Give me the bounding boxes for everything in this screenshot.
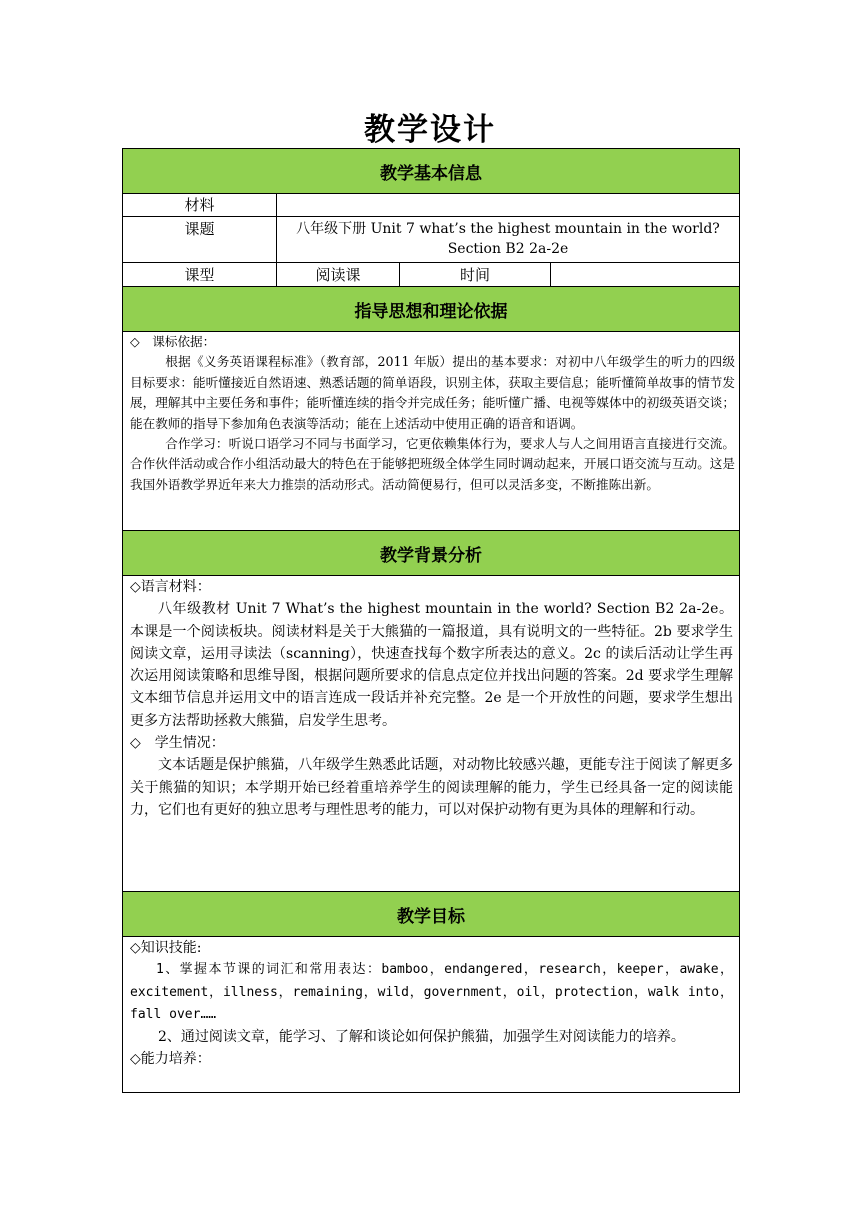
objectives-content xyxy=(123,937,740,1093)
topic-label: 课题 xyxy=(123,217,277,263)
section-header-guiding: 指导思想和理论依据 xyxy=(123,287,740,332)
background-material-text: 八年级教材 Unit 7 What’s the highest mountain in the world? Section B2 2a-2e。本课是一个阅读板块。阅读材料是关于大熊猫的一篇报道，具有说明文的一些特征。2b 要求学生阅读文章，运用寻读法（scanning），快速查找每个数字所表达的意义。2c 的读后活动让学生再次运用阅读策略和思维导图，根据问题所要求的信息点定位并找出问题的答案。2d 要求学生理解文本细节信息并运用文中的语言连成一段话并补充完整。2e 是一个开放性的问题，要求学生想出更多方法帮助拯救大熊猫，启发学生思考。 xyxy=(130,601,733,729)
material-value xyxy=(277,194,740,217)
section-header-objectives: 教学目标 xyxy=(123,892,740,937)
section-header-background: 教学背景分析 xyxy=(123,531,740,576)
background-material-heading: ◇语言材料： xyxy=(130,579,211,595)
lesson-plan-table xyxy=(122,148,740,1093)
section-header-basic-info: 教学基本信息 xyxy=(123,149,740,194)
time-value xyxy=(551,263,740,287)
guiding-cooperation-text: 合作学习：听说口语学习不同与书面学习，它更依赖集体行为，要求人与人之间用语言直接进行交流。合作伙伴活动或合作小组活动最大的特色在于能够把班级全体学生同时调动起来，开展口语交流与互动。这是我国外语教学界近年来大力推崇的活动形式。活动简便易行，但可以灵活多变，不断推陈出新。 xyxy=(130,436,735,492)
guiding-curriculum-text: 根据《义务英语课程标准》（教育部，2011 年版）提出的基本要求：对初中八年级学生的听力的四级目标要求：能听懂接近自然语速、熟悉话题的简单语段，识别主体，获取主要信息；能听懂简单故事的情节发展，理解其中主要任务和事件；能听懂连续的指令并完成任务；能听懂广播、电视等媒体中的初级英语交谈；能在教师的指导下参加角色表演等活动；能在上述活动中使用正确的语音和语调。 xyxy=(130,354,735,431)
type-value: 阅读课 xyxy=(277,263,400,287)
material-label: 材料 xyxy=(123,194,277,217)
time-label: 时间 xyxy=(400,263,551,287)
objectives-knowledge-heading: ◇知识技能: xyxy=(130,940,202,956)
objectives-vocabulary-text: 1、掌握本节课的词汇和常用表达：bamboo，endangered，research，keeper，awake，excitement，illness，remaining，wild，government，oil，protection，walk into，fall over…… xyxy=(130,962,733,1022)
objectives-reading-text: 2、通过阅读文章，能学习、了解和谈论如何保护熊猫，加强学生对阅读能力的培养。 xyxy=(158,1029,685,1046)
document-title: 教学设计 xyxy=(364,112,496,148)
background-students-heading: ◇ 学生情况： xyxy=(130,735,225,752)
guiding-content xyxy=(123,332,740,531)
objectives-ability-heading: ◇能力培养： xyxy=(130,1051,211,1068)
background-students-text: 文本话题是保护熊猫，八年级学生熟悉此话题，对动物比较感兴趣，更能专注于阅读了解更多关于熊猫的知识；本学期开始已经着重培养学生的阅读理解的能力，学生已经具备一定的阅读能力，它们也有更好的独立思考与理性思考的能力，可以对保护动物有更为具体的理解和行动。 xyxy=(130,757,733,818)
topic-value: 八年级下册 Unit 7 what’s the highest mountain in the world? Section B2 2a-2e xyxy=(277,217,740,263)
type-label: 课型 xyxy=(123,263,277,287)
background-content xyxy=(123,576,740,892)
guiding-curriculum-heading: ◇ 课标依据： xyxy=(130,334,216,349)
